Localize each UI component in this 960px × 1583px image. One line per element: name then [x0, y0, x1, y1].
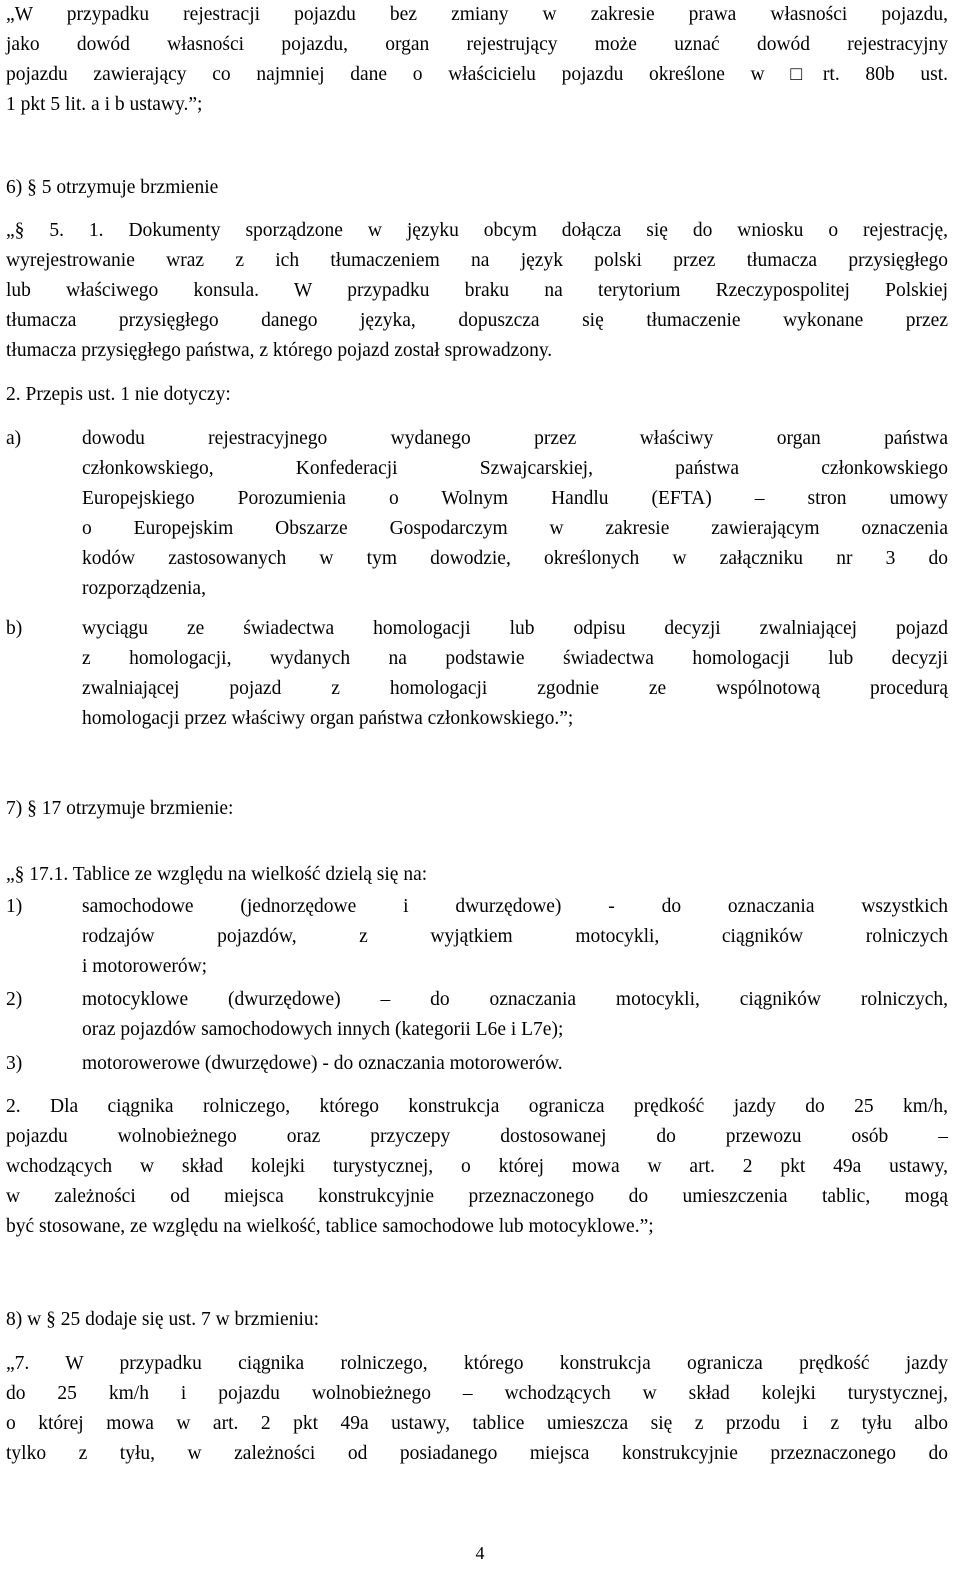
text-line: wyciągu ze świadectwa homologacji lub odpisu decyzji zwalniającej pojazd	[82, 618, 948, 639]
list-item-3	[6, 1049, 948, 1079]
text-line: w zależności od miejsca konstrukcyjnie przeznaczonego do umieszczenia tablic, mogą	[6, 1186, 948, 1207]
list-item-body	[82, 424, 948, 604]
list-item-2	[6, 985, 948, 1045]
text-line: „W przypadku rejestracji pojazdu bez zmiany w zakresie prawa własności pojazdu,	[6, 4, 948, 25]
text-line: „7. W przypadku ciągnika rolniczego, którego konstrukcja ogranicza prędkość jazdy	[6, 1353, 948, 1374]
list-item-body	[82, 1049, 948, 1079]
heading-point-6: 6) § 5 otrzymuje brzmienie	[6, 177, 219, 198]
paragraph-par5-ust1	[6, 216, 948, 366]
text-line: tłumacza przysięgłego danego języka, dopuszcza się tłumaczenie wykonane przez	[6, 310, 948, 331]
text-line: homologacji przez właściwy organ państwa członkowskiego.”;	[82, 708, 574, 729]
text-line: lub właściwego konsula. W przypadku braku na terytorium Rzeczypospolitej Polskiej	[6, 280, 948, 301]
text-line: pojazdu zawierający co najmniej dane o właścicielu pojazdu określone w □rt. 80b ust.	[6, 64, 948, 85]
text-line: rozporządzenia,	[82, 578, 206, 599]
text-line: być stosowane, ze względu na wielkość, tablice samochodowe lub motocyklowe.”;	[6, 1216, 654, 1237]
text-line: „§ 5. 1. Dokumenty sporządzone w języku obcym dołącza się do wniosku o rejestrację,	[6, 220, 948, 241]
text-line: Europejskiego Porozumienia o Wolnym Handlu (EFTA) – stron umowy	[82, 488, 948, 509]
text-line: oraz pojazdów samochodowych innych (kategorii L6e i L7e);	[82, 1019, 564, 1040]
list-item-label: 3)	[6, 1053, 23, 1074]
list-item-label: 1)	[6, 896, 23, 917]
text-line: 2. Dla ciągnika rolniczego, którego konstrukcja ogranicza prędkość jazdy do 25 km/h,	[6, 1096, 948, 1117]
text-line: kodów zastosowanych w tym dowodzie, określonych w załączniku nr 3 do	[82, 548, 948, 569]
list-item-body	[82, 892, 948, 982]
text-line: do 25 km/h i pojazdu wolnobieżnego – wchodzących w skład kolejki turystycznej,	[6, 1383, 948, 1404]
text-line: członkowskiego, Konfederacji Szwajcarskiej, państwa członkowskiego	[82, 458, 948, 479]
text-line: z homologacji, wydanych na podstawie świadectwa homologacji lub decyzji	[82, 648, 948, 669]
text-line: rodzajów pojazdów, z wyjątkiem motocykli, ciągników rolniczych	[82, 926, 948, 947]
heading-point-8: 8) w § 25 dodaje się ust. 7 w brzmieniu:	[6, 1309, 320, 1330]
page-number: 4	[475, 1543, 485, 1563]
paragraph-par17-ust2	[6, 1092, 948, 1242]
text-line: samochodowe (jednorzędowe i dwurzędowe) - do oznaczania wszystkich	[82, 896, 948, 917]
paragraph-par5-ust2: 2. Przepis ust. 1 nie dotyczy:	[6, 384, 231, 405]
text-line: dowodu rejestracyjnego wydanego przez właściwy organ państwa	[82, 428, 948, 449]
list-item-a	[6, 424, 948, 604]
text-line: jako dowód własności pojazdu, organ rejestrujący może uznać dowód rejestracyjny	[6, 34, 948, 55]
list-item-body	[82, 614, 948, 734]
paragraph-ownership-proof	[6, 0, 948, 120]
paragraph-par17-ust1: „§ 17.1. Tablice ze względu na wielkość dzielą się na:	[6, 864, 428, 885]
list-item-1	[6, 892, 948, 982]
list-item-b	[6, 614, 948, 734]
list-item-label: a)	[6, 428, 22, 449]
list-item-body	[82, 985, 948, 1045]
text-line: pojazdu wolnobieżnego oraz przyczepy dostosowanej do przewozu osób –	[6, 1126, 948, 1147]
text-line: wyrejestrowanie wraz z ich tłumaczeniem na język polski przez tłumacza przysięgłego	[6, 250, 948, 271]
text-line: o Europejskim Obszarze Gospodarczym w zakresie zawierającym oznaczenia	[82, 518, 948, 539]
paragraph-par25-ust7	[6, 1349, 948, 1469]
text-line: wchodzących w skład kolejki turystycznej, o której mowa w art. 2 pkt 49a ustawy,	[6, 1156, 948, 1177]
text-line: 1 pkt 5 lit. a i b ustawy.”;	[6, 94, 203, 115]
text-line: tłumacza przysięgłego państwa, z którego pojazd został sprowadzony.	[6, 340, 553, 361]
text-line: motorowerowe (dwurzędowe) - do oznaczania motorowerów.	[82, 1053, 563, 1074]
text-line: o której mowa w art. 2 pkt 49a ustawy, tablice umieszcza się z przodu i z tyłu albo	[6, 1413, 948, 1434]
text-line: motocyklowe (dwurzędowe) – do oznaczania motocykli, ciągników rolniczych,	[82, 989, 948, 1010]
heading-point-7: 7) § 17 otrzymuje brzmienie:	[6, 798, 234, 819]
text-line: zwalniającej pojazd z homologacji zgodnie ze wspólnotową procedurą	[82, 678, 948, 699]
text-line: i motorowerów;	[82, 956, 208, 977]
text-line: tylko z tyłu, w zależności od posiadanego miejsca konstrukcyjnie przeznaczonego do	[6, 1443, 948, 1464]
list-item-label: 2)	[6, 989, 23, 1010]
list-item-label: b)	[6, 618, 23, 639]
